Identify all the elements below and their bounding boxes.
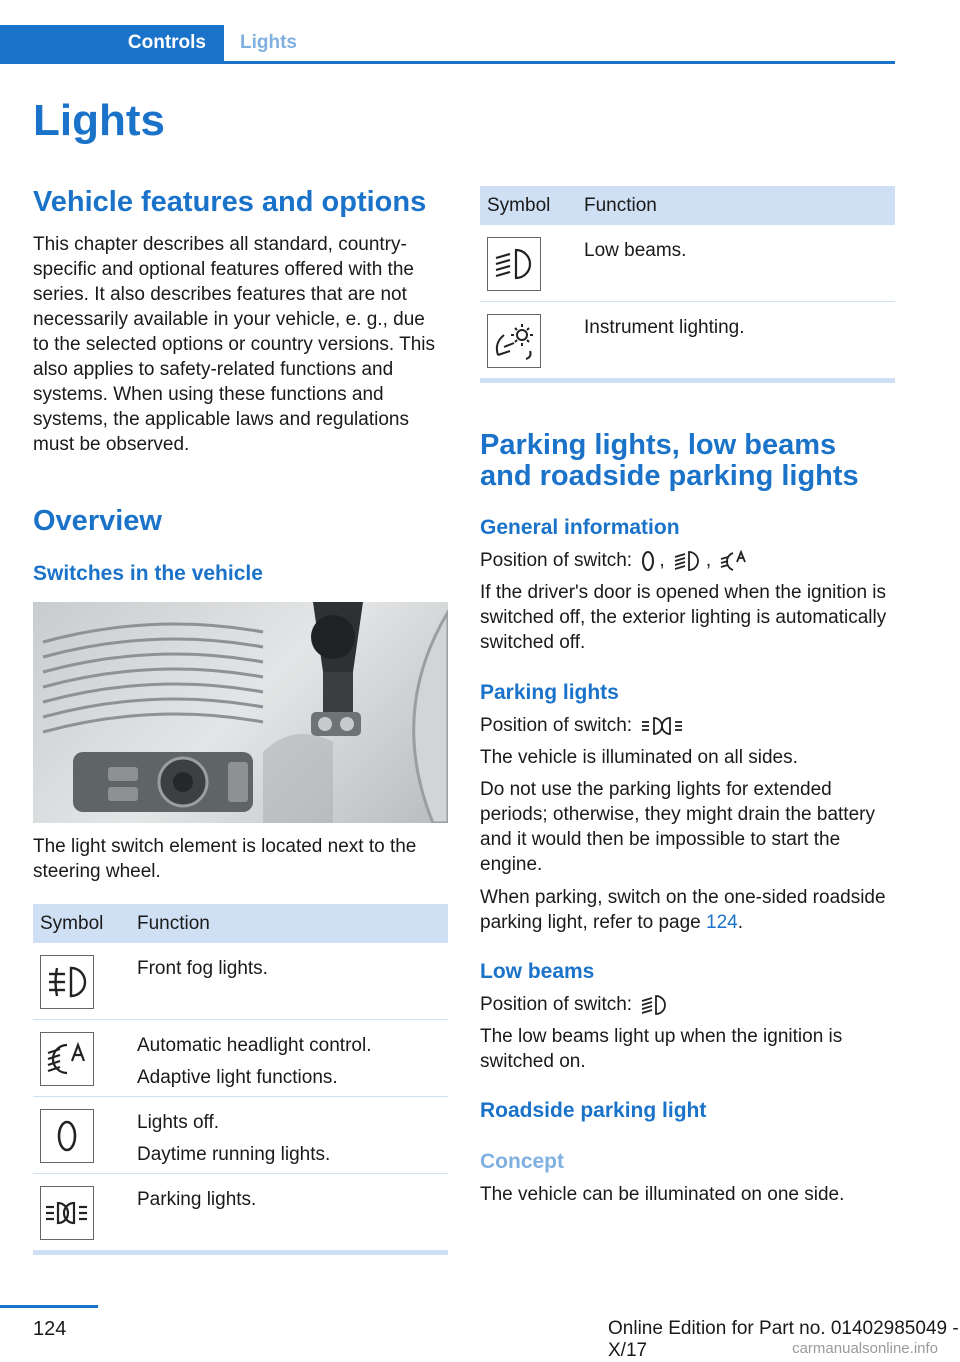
edition-text: Online Edition for Part no. 01402985049 - X/17 xyxy=(608,1318,959,1361)
lights-off-icon xyxy=(40,1109,94,1163)
lights-off-icon xyxy=(640,550,656,572)
general-paragraph: If the driver's door is opened when the ignition is switched off, the exterior lighting is automatically switched off. xyxy=(480,582,887,653)
photo-caption: The light switch element is located next to the steering wheel. xyxy=(33,836,417,882)
watermark: carmanualsonline.info xyxy=(792,1340,938,1357)
table-row xyxy=(33,1097,448,1174)
automatic-headlight-icon xyxy=(40,1032,94,1086)
right-symbol-table xyxy=(480,186,895,383)
features-paragraph: This chapter describes all standard, country-specific and optional features offered with the series. It also describes features that are not necessarily available in your vehicle, e. g., due to the selected options or country versions. This also applies to safety-related functions and systems. When using these functions and systems, the applicable laws and regulations must be observed. xyxy=(33,234,436,455)
function-text: Instrument lighting. xyxy=(584,317,745,338)
table-row xyxy=(33,943,448,1020)
table-row xyxy=(480,302,895,378)
heading-general-information: General information xyxy=(480,516,680,539)
heading-parking-lights: Parking lights xyxy=(480,681,619,704)
heading-switches-in-vehicle: Switches in the vehicle xyxy=(33,562,263,585)
light-switch-photo xyxy=(33,602,448,823)
function-text: Front fog lights. xyxy=(137,958,268,979)
parking-lights-icon xyxy=(640,715,686,737)
low-beams-icon xyxy=(673,550,703,572)
automatic-headlight-icon xyxy=(719,550,749,572)
table-row xyxy=(33,1174,448,1250)
function-text: Automatic headlight control. Adaptive light functions. xyxy=(137,1035,372,1088)
heading-vehicle-features: Vehicle features and options xyxy=(33,186,427,218)
low-beams-paragraph: The low beams light up when the ignition is switched on. xyxy=(480,1026,843,1072)
page-number: 124 xyxy=(33,1318,67,1340)
heading-low-beams: Low beams xyxy=(480,960,595,983)
table-row xyxy=(33,1020,448,1097)
header-symbol: Symbol xyxy=(487,195,551,216)
header-symbol: Symbol xyxy=(40,913,104,934)
parking-text-1: The vehicle is illuminated on all sides. xyxy=(480,747,798,768)
function-text: Low beams. xyxy=(584,240,687,261)
general-switch-position: Position of switch: , , xyxy=(480,548,895,573)
front-fog-light-icon xyxy=(40,955,94,1009)
low-beams-icon xyxy=(487,237,541,291)
parking-lights-icon xyxy=(40,1186,94,1240)
tab-controls[interactable]: Controls xyxy=(0,25,224,61)
page-title: Lights xyxy=(33,96,165,145)
header-tab-bar xyxy=(0,25,895,64)
table-header xyxy=(33,904,448,943)
low-switch-position: Position of switch: xyxy=(480,992,895,1017)
heading-roadside-parking-light: Roadside parking light xyxy=(480,1099,707,1122)
table-row xyxy=(480,225,895,302)
header-function: Function xyxy=(584,195,657,216)
low-beams-icon xyxy=(640,994,670,1016)
header-function: Function xyxy=(137,913,210,934)
parking-switch-position: Position of switch: xyxy=(480,713,895,738)
table-header xyxy=(480,186,895,225)
instrument-lighting-icon xyxy=(487,314,541,368)
heading-parking-low-beams: Parking lights, low beams and roadside parking lights xyxy=(480,429,859,492)
parking-text-2: Do not use the parking lights for extended periods; otherwise, they might drain the battery and it would then be impossible to start the engine. xyxy=(480,779,875,875)
page-reference-link[interactable]: 124 xyxy=(706,912,738,933)
dashboard-illustration xyxy=(33,602,448,823)
function-text: Parking lights. xyxy=(137,1189,257,1210)
concept-paragraph: The vehicle can be illuminated on one side. xyxy=(480,1184,845,1205)
left-symbol-table xyxy=(33,904,448,1255)
heading-overview: Overview xyxy=(33,505,162,537)
function-text: Lights off. Daytime running lights. xyxy=(137,1112,331,1165)
footer-accent-line xyxy=(0,1305,98,1308)
heading-concept: Concept xyxy=(480,1150,564,1173)
parking-text-3: When parking, switch on the one-sided roadside parking light, refer to page 124. xyxy=(480,887,886,933)
tab-lights[interactable]: Lights xyxy=(240,32,297,53)
